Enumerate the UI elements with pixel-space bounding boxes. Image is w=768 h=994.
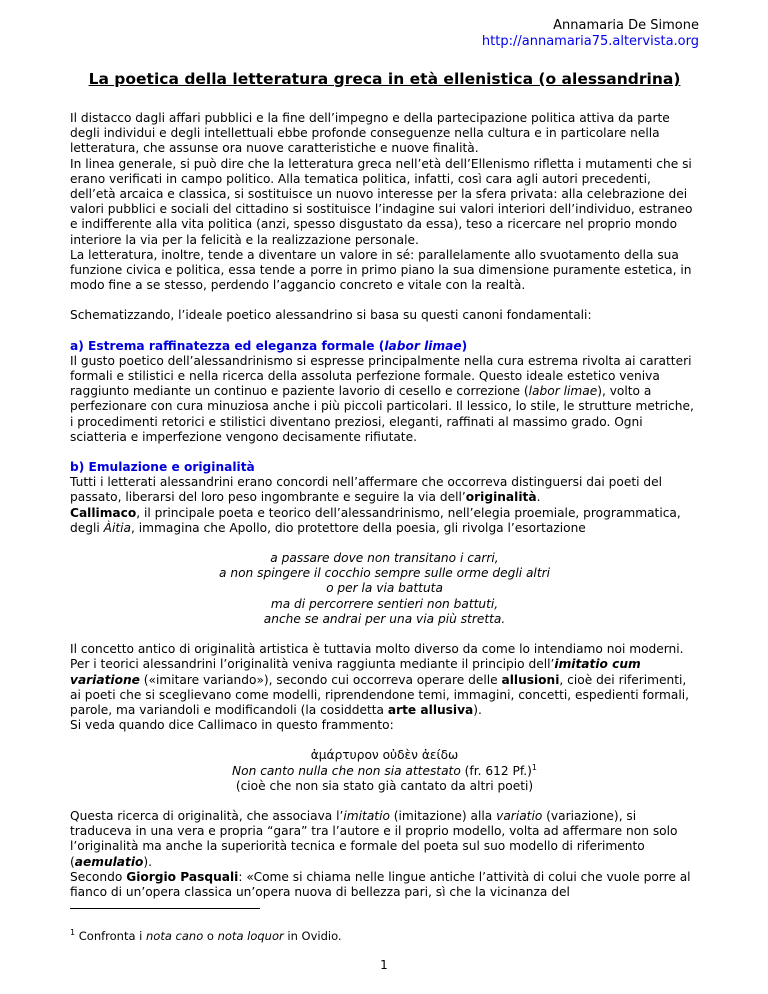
page-header — [70, 18, 699, 50]
intro-paragraph-2: In linea generale, si può dire che la letteratura greca nell’età dell’Ellenismo rifletta i mutamenti che si erano verificati in campo politico. Alla tematica politica, infatti, così cara agli autori precedenti, dell’età arcaica e classica, si sostituisce un nuovo interesse per la sfera privata: alla celebrazione dei valori pubblici e sociali del cittadino si sostituisce l’indagine sui valori interiori dell’individuo, estraneo e indifferente alla vita politica (anzi, spesso disgustato da essa), teso a ricercare nel proprio mondo interiore la via per la felicità e la realizzazione personale. — [70, 156, 693, 247]
research-section — [70, 809, 699, 900]
poem-line: a passare dove non transitano i carri, — [270, 551, 499, 566]
footnote: $^1$ Confronta i nota cano o nota loquor in Ovidio. — [70, 928, 342, 943]
section-b — [70, 460, 699, 536]
intro-section — [70, 111, 699, 293]
concept-section — [70, 642, 699, 733]
poem-line: anche se andrai per una via più stretta. — [263, 611, 506, 626]
footnote-number: 1 — [70, 928, 76, 938]
section-b-text-1: Tutti i letterati alessandrini erano concordi nell’affermare che occorreva distinguersi dai poeti del passato, liberarsi del loro peso ingombrante e seguire la via dell’originalità. — [70, 475, 663, 505]
section-b-text-2: Callimaco, il principale poeta e teorico dell’alessandrinismo, nell’elegia proemiale, programmatica, degli Àitia, immagina che Apollo, dio protettore della poesia, gli rivolga l’esortazione — [70, 505, 681, 535]
header-url-link[interactable]: http://annamaria75.altervista.org — [481, 34, 699, 49]
footnote-separator — [70, 908, 260, 909]
fragment-quote — [70, 748, 699, 794]
fragment-note: (cioè che non sia stato già cantato da altri poeti) — [235, 778, 534, 793]
section-a-text: Il gusto poetico dell’alessandrinismo si espresse principalmente nella cura estrema rivolta ai caratteri formali e stilistici e nella ricerca della assoluta perfezione formale. Questo ideale estetico veniva raggiunto mediante un continuo e paziente lavorio di cesello e correzione (labor limae), volto a perfezionare con cura minuziosa anche i più piccoli particolari. Il lessico, lo stile, le strutture metriche, i procedimenti retorici e stilistici diventano preziosi, eleganti, raffinati al massimo grado. Ogni sciatteria e imperfezione vengono decisamente rifiutate. — [70, 353, 694, 444]
concept-paragraph: Il concetto antico di originalità artistica è tuttavia molto diverso da come lo intendiamo noi moderni. Per i teorici alessandrini l’originalità veniva raggiunta mediante il principio dell’imitatio cum variatione («imitare variando»), secondo cui occorreva operare delle allusioni, cioè dei riferimenti, ai poeti che si sceglievano come modelli, riprendendone temi, immagini, concetti, espedienti formali, parole, ma variandoli e modificandoli (la cosiddetta arte allusiva). — [70, 642, 690, 717]
research-paragraph: Questa ricerca di originalità, che associava l’imitatio (imitazione) alla variatio (variazione), si traduceva in una vera e propria “gara” tra l’autore e il proprio modello, volta ad affermare non solo l’originalità ma anche la superiorità tecnica e formale del poeta sul suo modello di riferimento (aemulatio). — [70, 808, 678, 869]
poem-line: ma di percorrere sentieri non battuti, — [270, 596, 499, 611]
footnote-marker[interactable]: 1 — [531, 762, 537, 772]
section-a — [70, 339, 699, 445]
section-a-heading: a) Estrema raffinatezza ed eleganza formale (labor limae) — [70, 338, 468, 353]
poem-line: a non spingere il cocchio sempre sulle orme degli altri — [219, 566, 550, 581]
concept-fragment-intro: Si veda quando dice Callimaco in questo frammento: — [70, 718, 394, 733]
page-number: 1 — [380, 958, 388, 972]
header-author: Annamaria De Simone — [553, 18, 699, 33]
intro-paragraph-1: Il distacco dagli affari pubblici e la fine dell’impegno e della partecipazione politica attiva da parte degli individui e degli intellettuali ebbe profonde conseguenze nella cultura e in particolare nella letteratura, che assunse ora nuove caratteristiche e nuove finalità. — [70, 111, 670, 156]
schema-paragraph: Schematizzando, l’ideale poetico alessandrino si basa su questi canoni fondamentali: — [70, 308, 592, 323]
intro-paragraph-3: La letteratura, inoltre, tende a diventare un valore in sé: parallelamente allo svuotamento della sua funzione civica e politica, essa tende a porre in primo piano la sua dimensione puramente estetica, in modo fine a se stesso, perdendo l’aggancio concreto e vitale con la realtà. — [70, 247, 692, 293]
fragment-greek: ἀμάρτυρον οὐδὲν ἀείδω — [310, 748, 459, 763]
fragment-italian: Non canto nulla che non sia attestato (fr. 612 Pf.)$^1$ — [232, 762, 537, 778]
poem-quote — [70, 551, 699, 627]
poem-line: o per la via battuta — [326, 581, 443, 596]
document-title: La poetica della letteratura greca in età ellenistica (o alessandrina) — [88, 70, 681, 88]
page-body — [70, 18, 699, 900]
pasquali-paragraph: Secondo Giorgio Pasquali: «Come si chiama nelle lingue antiche l’attività di colui che vuole porre al fianco di un’opera classica un’opera nuova di bellezza pari, sì che la vicinanza del — [70, 869, 691, 899]
section-b-heading: b) Emulazione e originalità — [70, 460, 255, 475]
